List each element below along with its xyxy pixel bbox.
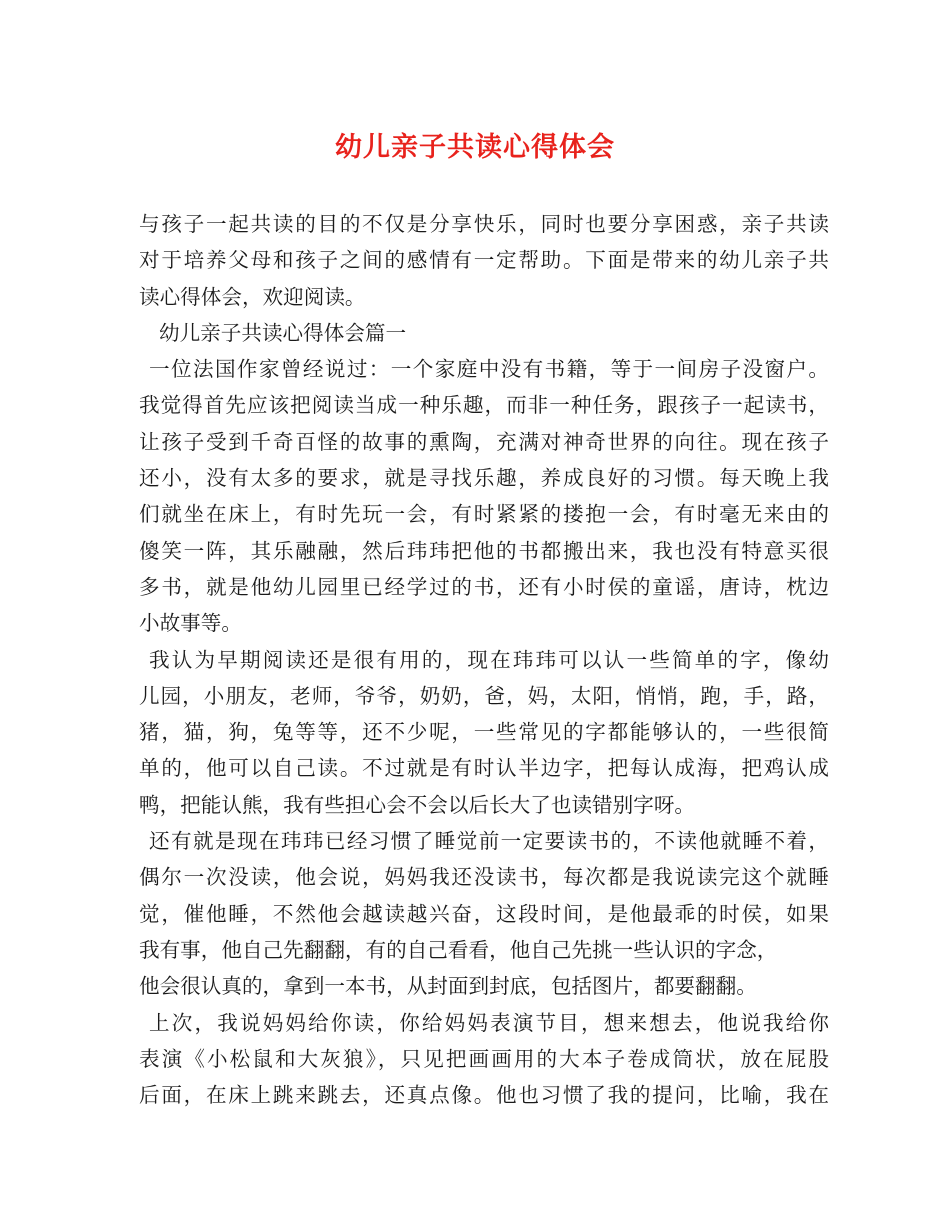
text-line: 表演《小松鼠和大灰狼》，只见把画画用的大本子卷成筒状，放在屁股	[139, 1046, 829, 1071]
text-line: 他会很认真的，拿到一本书，从封面到封底，包括图片，都要翻翻。	[139, 974, 757, 999]
text-line: 我有事，他自己先翻翻，有的自己看看，他自己先挑一些认识的字念，	[139, 937, 778, 962]
text-line: 我觉得首先应该把阅读当成一种乐趣，而非一种任务，跟孩子一起读书，	[139, 393, 829, 418]
text-line: 单的，他可以自己读。不过就是有时认半边字，把每认成海，把鸡认成	[139, 756, 829, 781]
text-line: 我认为早期阅读还是很有用的，现在玮玮可以认一些简单的字，像幼	[149, 647, 829, 672]
section-heading: 幼儿亲子共读心得体会篇一	[159, 320, 407, 345]
text-line: 儿园，小朋友，老师，爷爷，奶奶，爸，妈，太阳，悄悄，跑，手，路，	[139, 683, 829, 708]
document-title: 幼儿亲子共读心得体会	[335, 132, 615, 163]
text-line: 与孩子一起共读的目的不仅是分享快乐，同时也要分享困惑，亲子共读	[139, 212, 829, 236]
text-line: 觉，催他睡，不然他会越读越兴奋，这段时间，是他最乖的时侯，如果	[139, 901, 829, 926]
text-line: 们就坐在床上，有时先玩一会，有时紧紧的搂抱一会，有时毫无来由的	[139, 502, 829, 527]
text-line: 还有就是现在玮玮已经习惯了睡觉前一定要读书的，不读他就睡不着，	[149, 829, 829, 854]
document-body	[139, 206, 829, 1113]
text-line: 猪，猫，狗，兔等等，还不少呢，一些常见的字都能够认的，一些很简	[139, 720, 829, 745]
text-line: 后面，在床上跳来跳去，还真点像。他也习惯了我的提问，比喻，我在	[139, 1083, 829, 1108]
text-line: 偶尔一次没读，他会说，妈妈我还没读书，每次都是我说读完这个就睡	[139, 865, 829, 890]
text-line: 傻笑一阵，其乐融融，然后玮玮把他的书都搬出来，我也没有特意买很	[139, 538, 829, 563]
text-line: 小故事等。	[139, 611, 242, 636]
text-line: 一位法国作家曾经说过：一个家庭中没有书籍，等于一间房子没窗户。	[149, 357, 829, 382]
text-line: 读心得体会，欢迎阅读。	[139, 284, 366, 309]
text-line: 多书，就是他幼儿园里已经学过的书，还有小时侯的童谣，唐诗，枕边	[139, 574, 829, 599]
text-line: 还小，没有太多的要求，就是寻找乐趣，养成良好的习惯。每天晚上我	[139, 466, 829, 491]
text-line: 上次，我说妈妈给你读，你给妈妈表演节目，想来想去，他说我给你	[149, 1010, 829, 1035]
text-line: 让孩子受到千奇百怪的故事的熏陶，充满对神奇世界的向往。现在孩子	[139, 429, 829, 454]
text-line: 鸭，把能认熊，我有些担心会不会以后长大了也读错别字呀。	[139, 792, 696, 817]
text-line: 对于培养父母和孩子之间的感情有一定帮助。下面是带来的幼儿亲子共	[139, 248, 829, 273]
